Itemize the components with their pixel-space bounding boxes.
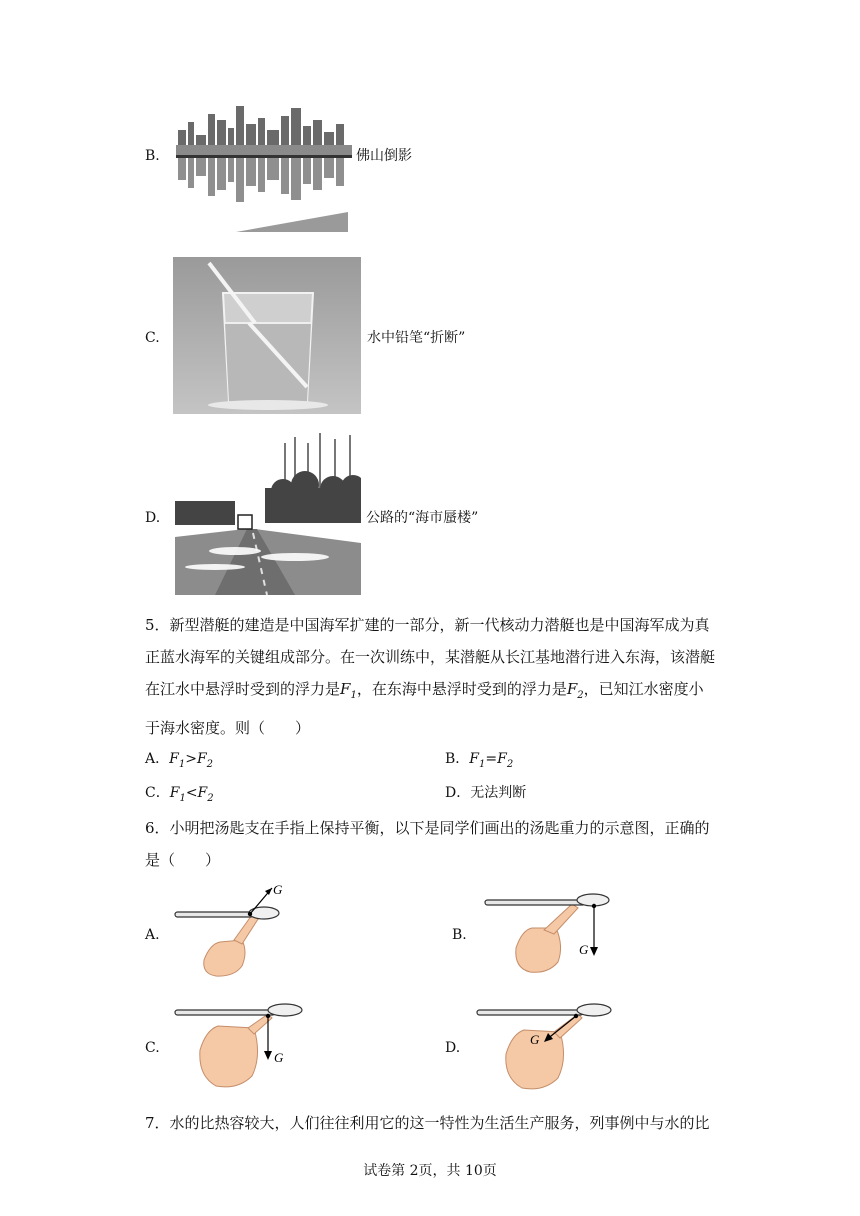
q5-option-a[interactable]: A．$F_1>F_2$ (145, 751, 214, 770)
force-label-b: G (579, 942, 589, 957)
q5-line4: 于海水密度。则（ ） (145, 719, 311, 737)
q5-number: 5． (145, 616, 170, 634)
q7-line1: 水的比热容较大，人们往往利用它的这一特性为生活生产服务，列事例中与水的比 (169, 1114, 710, 1132)
force-label-d: G (530, 1032, 540, 1047)
q6-number: 6． (145, 819, 170, 837)
option-d-caption: 公路的“海市蜃楼” (366, 510, 479, 526)
q5-line1: 新型潜艇的建造是中国海军扩建的一部分，新一代核动力潜艇也是中国海军成为真 (169, 616, 710, 634)
q5-option-d[interactable]: D．无法判断 (445, 785, 527, 801)
q5-option-b[interactable]: B．$F_1=F_2$ (445, 751, 514, 770)
spoon-diagram-c (172, 996, 307, 1092)
q7-stem (145, 1107, 795, 1139)
spoon-diagram-d (474, 996, 616, 1094)
q6-option-d-letter[interactable]: D. (445, 1040, 461, 1056)
q5-line3b: ，在东海中悬浮时受到的浮力是 (356, 680, 567, 698)
q6-option-b-letter[interactable]: B. (452, 927, 467, 943)
q5-line3c: ，已知江水密度小 (583, 680, 704, 698)
q5-stem (145, 609, 785, 744)
force-label-c: G (274, 1050, 284, 1065)
q5-option-c[interactable]: C．$F_1<F_2$ (145, 785, 214, 804)
q6-line1: 小明把汤匙支在手指上保持平衡，以下是同学们画出的汤匙重力的示意图，正确的 (169, 819, 710, 837)
q5-f2: $F_2$ (566, 680, 584, 701)
option-c-caption: 水中铅笔“折断” (367, 330, 466, 346)
spoon-diagram-b (482, 884, 614, 976)
q7-number: 7． (145, 1114, 170, 1132)
force-label-a: G (273, 882, 283, 897)
option-b-caption: 佛山倒影 (356, 148, 412, 164)
q6-line2: 是（ ） (145, 851, 221, 869)
q5-line2: 正蓝水海军的关键组成部分。在一次训练中，某潜艇从长江基地潜行进入东海，该潜艇 (145, 648, 716, 666)
spoon-diagram-a (172, 882, 287, 978)
pencil-in-water-image (173, 257, 361, 414)
option-c-letter: C. (145, 330, 160, 346)
option-b-letter: B. (145, 148, 160, 164)
page-footer: 试卷第 2页，共 10页 (363, 1163, 497, 1179)
road-mirage-image (175, 433, 361, 595)
option-d-letter: D. (145, 510, 161, 526)
q5-f1: $F_1$ (340, 680, 357, 701)
q6-option-c-letter[interactable]: C. (145, 1040, 160, 1056)
q6-option-a-letter[interactable]: A. (145, 927, 160, 943)
q5-line3a: 在江水中悬浮时受到的浮力是 (145, 680, 341, 698)
q6-stem (145, 812, 785, 876)
city-reflection-image (176, 100, 352, 232)
